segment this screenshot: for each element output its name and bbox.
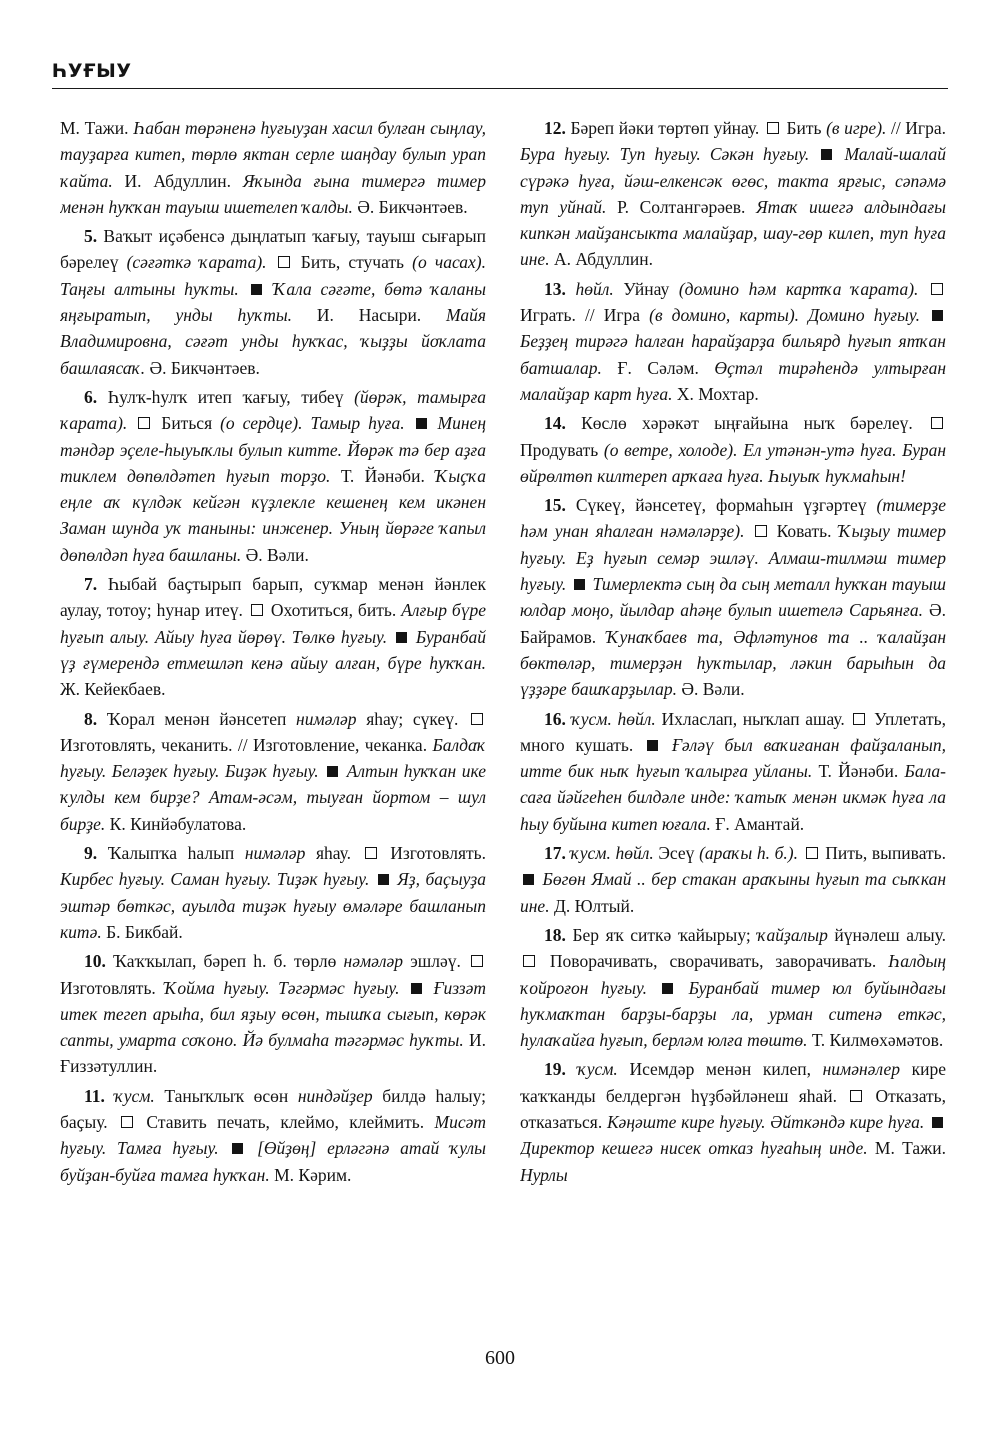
usage-label: һөйл. (575, 278, 614, 299)
sense-18 (520, 922, 946, 1053)
russian-marker-icon (365, 847, 377, 859)
page-header (52, 58, 948, 89)
author: М. Кәрим. (274, 1164, 352, 1185)
russian-marker-icon (278, 256, 290, 268)
example: Беҙҙең тирәгә һалған һарайҙарҙа бильярд һуғып ятҡан батшалар. (520, 331, 946, 378)
citation-marker-icon (647, 740, 658, 751)
gloss: ҡайҙалыр (757, 924, 828, 945)
russian-marker-icon (931, 417, 943, 429)
citation-marker-icon (662, 983, 673, 994)
russian-marker-icon (121, 1116, 133, 1128)
russian-marker-icon (523, 955, 535, 967)
gloss: (в игре). (826, 118, 887, 138)
definition: Һыбай баҫтырып барып, суҡмар менән йәнлек аулау, тотоу; һунар итеү. (60, 574, 486, 621)
definition: Ихласлап, ныҡлап ашау. (661, 708, 845, 729)
author: А. Абдуллин. (553, 249, 654, 270)
gloss: нәмәләр (343, 951, 404, 972)
definition: билдә һалыу; баҫыу. (60, 1085, 486, 1132)
russian-marker-icon (806, 847, 818, 859)
author: Д. Юлтый. (553, 895, 635, 916)
sense-number: 9. (84, 843, 98, 864)
russian-marker-icon (767, 122, 779, 134)
citation-marker-icon (411, 983, 422, 994)
citation-marker-icon (821, 149, 832, 160)
right-column (520, 115, 946, 1335)
definition: яһау. (315, 843, 351, 864)
russian-translation: // Игра. (890, 118, 946, 138)
russian-marker-icon (931, 283, 943, 295)
author: К. Кинйәбулатова. (109, 813, 247, 834)
russian-marker-icon (138, 417, 150, 429)
example: Һалдың ҡойроғон һуғыу. (520, 951, 946, 998)
usage-label: ҡусм. һөйл. (570, 843, 654, 864)
author: Т. Йәнәби. (340, 465, 425, 486)
citation-marker-icon (523, 874, 534, 885)
example: Тамыр һуға. (310, 413, 405, 434)
sense-9 (60, 840, 486, 945)
russian-marker-icon (471, 713, 483, 725)
example: Таңғы алтыны һуҡты. (60, 278, 239, 299)
sense-number: 11. (84, 1085, 105, 1106)
russian-translation: Бить (786, 118, 822, 138)
citation-marker-icon (932, 310, 943, 321)
example: Бура һуғыу. Туп һуғыу. Сәкән һуғыу. (520, 144, 810, 165)
definition: Ҡалыпҡа һалып (107, 843, 235, 864)
russian-translation: Продувать (520, 439, 599, 460)
author: Б. Бикбай. (106, 921, 183, 942)
definition: йүнәлеш алыу. (834, 924, 946, 945)
sense-11 (60, 1083, 486, 1188)
example: Ҡунаҡбаев та, Әфләтунов та .. ҡалайҙан бөктөләр, тимерҙән һуҡтылар, ләкин барыһын да үҙҙәре башҡарҙылар. (520, 626, 946, 700)
russian-translation: Изготовлять, чеканить. // Изготовление, чеканка. (60, 734, 428, 755)
example: Тимерлектә сың да сың металл һуҡҡан тауыш юлдар моңо, йылдар аһәңе булып ишетелә Сарьянға. (520, 574, 946, 621)
definition: Таныҡлыҡ өсөн (164, 1085, 289, 1106)
definition: Уйнау (623, 278, 670, 299)
citation-marker-icon (396, 632, 407, 643)
usage-label: ҡусм. һөйл. (571, 708, 656, 729)
author: М. Тажи. (874, 1138, 946, 1159)
example: Директор кешегә нисек отказ һуғаһың инде. (520, 1138, 868, 1159)
example: Майя Владимировна, сәғәт унды һуҡҡас, ҡыҙҙы йоҡлата башлаясаҡ. (60, 305, 486, 378)
russian-marker-icon (251, 604, 263, 616)
example: Кирбес һуғыу. Саман һуғыу. Тиҙәк һуғыу. (60, 869, 370, 890)
sense-number: 5. (84, 226, 98, 247)
sense-number: 10. (84, 951, 106, 972)
example: Минең тәндәр эҫеле-һыуыҡлы булып китте. Йөрәк тә бер аҙға тиклем дөпөлдәтеп һуғып торҙо. (60, 413, 486, 486)
example: Бала-саға йәйгеһен билдәле инде: ҡатыҡ менән икмәк һуға ла һыу буйына китеп юғала. (520, 761, 946, 834)
example: Буранбай тимер юл буйындағы һуҡмаҡтан барҙы-барҙы ла, урман ситенә еткәс, һулаҡайға һуғып, берләм юлға төштө. (520, 977, 946, 1051)
example: Ғәләү был ваҡиғанан файҙаланып, итте бик ныҡ һуғып ҡалырға уйланы. (520, 734, 946, 782)
definition: Ҡаҡҡылап, бәреп һ. б. төрлө (113, 951, 337, 972)
running-head: ҺУҒЫУ (52, 60, 132, 82)
author: И. Ғиззәтуллин. (60, 1030, 486, 1077)
author: Т. Йәнәби. (818, 761, 899, 782)
sense-13 (520, 276, 946, 407)
example: Нурлы (520, 1164, 568, 1185)
sense-number: 14. (544, 413, 566, 434)
definition: Исемдәр менән килеп, (629, 1059, 811, 1080)
author: Т. Килмөхәмәтов. (811, 1030, 944, 1051)
russian-translation: Биться (161, 413, 213, 434)
sense-number: 7. (84, 574, 98, 595)
gloss: (тимерҙе һәм унан яһалған нәмәләрҙе). (520, 495, 946, 542)
russian-marker-icon (850, 1090, 862, 1102)
russian-translation: Пить, выпивать. (825, 843, 946, 864)
example: Һабан төрәненә һуғыуҙан хасил булған сыңлау, тауҙарға китеп, төрлө яктан серле шаңдау булып урап ҡайта. (60, 118, 486, 191)
entry-continuation (60, 115, 486, 220)
sense-17 (520, 840, 946, 919)
sense-12 (520, 115, 946, 273)
example: Ел утәнән-утә һуға. Буран өйрөлтөп килтереп арҡаға һуға. Һыуыҡ һуҡмаһын! (520, 439, 946, 486)
author: Ә. Бикчәнтәев. (357, 196, 468, 217)
gloss: ниндәйҙер (297, 1085, 373, 1106)
gloss: (о часах). (412, 252, 486, 273)
example: Ҡыҫҡа еңле аҡ күлдәк кейгән күҙлекле кешенең кем икәнен Заман шунда уҡ таныны: инженер. Уның йөрәге ҡапыл дөпөлдәп һуға башланы. (60, 465, 486, 565)
definition: яһау; сүкеү. (366, 708, 459, 729)
gloss: (йөрәк, тамырға ҡарата). (60, 386, 486, 434)
example: Алғыр бүре һуғып алыу. Айыу һуға йөрөү. Төлкө һуғыу. (60, 600, 486, 647)
author: И. Абдуллин. (124, 170, 232, 191)
sense-number: 17. (544, 843, 566, 864)
russian-translation: Ковать. (776, 521, 832, 542)
example: [Өйҙөң] ерләгәнә атай ҡулы буйҙан-буйға тамға һуҡҡан. (60, 1138, 486, 1185)
russian-translation: Ставить печать, клеймо, клеймить. (146, 1111, 425, 1132)
gloss: (сәғәткә ҡарата). (126, 252, 267, 273)
sense-8 (60, 706, 486, 837)
example: Өҫтәл тирәһендә ултырған малайҙар карт һуға. (520, 357, 946, 404)
definition: кире ҡаҡҡанды белдергән һүҙбәйләнеш яһай. (520, 1059, 946, 1106)
citation-marker-icon (378, 874, 389, 885)
russian-translation: Отказать, отказаться. (520, 1085, 946, 1132)
citation-marker-icon (232, 1143, 243, 1154)
usage-label: ҡусм. (114, 1085, 155, 1106)
author: М. Тажи. (60, 118, 129, 138)
example: Буранбай үҙ ғүмерендә етмешләп кенә айыу алған, бүре һуҡҡан. (60, 626, 486, 673)
example: Яҡында ғына тимергә тимер менән һуҡҡан тауыш ишетелеп ҡалды. (60, 170, 486, 217)
gloss: (домино һәм картҡа ҡарата). (678, 278, 919, 299)
left-column (60, 115, 486, 1335)
sense-number: 18. (544, 924, 566, 945)
russian-translation: Поворачивать, сворачивать, заворачивать. (549, 951, 877, 972)
citation-marker-icon (327, 766, 338, 777)
example: Бөгөн Ямай .. бер стакан араҡыны һуғып та сыҡкан ине. (520, 869, 946, 916)
gloss: нимәләр (244, 843, 306, 864)
citation-marker-icon (251, 284, 262, 295)
author: Ә. Байрамов. (520, 600, 946, 647)
sense-6 (60, 384, 486, 568)
russian-marker-icon (853, 713, 865, 725)
sense-16 (520, 706, 946, 837)
author: Ә. Вәли. (245, 544, 309, 565)
definition: Сүкеү, йәнсетеү, формаһын үҙгәртеү (575, 495, 867, 516)
example: Ҡыҙыу тимер һуғыу. Еҙ һуғып семәр эшләү. Алмаш-тилмәш тимер һуғыу. (520, 521, 946, 595)
sense-number: 19. (544, 1059, 566, 1080)
usage-label: ҡусм. (577, 1059, 618, 1080)
russian-translation: Играть. // Игра (520, 305, 641, 326)
russian-translation: Охотиться, бить. (270, 600, 397, 621)
sense-10 (60, 948, 486, 1079)
sense-5 (60, 223, 486, 381)
example: Яҙ, баҫыуҙа эштәр бөткәс, ауылда тиҙәк һуғыу өмәләре башланып китә. (60, 869, 486, 942)
russian-marker-icon (471, 955, 483, 967)
gloss: (араҡы һ. б.). (699, 843, 798, 864)
gloss: (в домино, карты). (649, 305, 800, 326)
sense-14 (520, 410, 946, 489)
gloss: нимәнәлер (822, 1059, 901, 1080)
citation-marker-icon (932, 1117, 943, 1128)
author: Ғ. Сәләм. (617, 357, 699, 378)
sense-7 (60, 571, 486, 702)
gloss: (о ветре, холоде). (603, 439, 738, 460)
sense-number: 6. (84, 386, 98, 407)
author: Ә. Вәли. (681, 679, 745, 700)
citation-marker-icon (416, 418, 427, 429)
citation-marker-icon (574, 579, 585, 590)
example: Ғиззәт итек тегеп арыһа, бил яҙыу өсөн, тышҡа сығып, көрәк сапты, умарта соҡоно. Йә булмаһа тәгәрмәс һуҡты. (60, 977, 486, 1051)
sense-number: 15. (544, 495, 566, 516)
definition: Ваҡыт иҫәбенсә дыңлатып ҡағыу, тауыш сығарып бәрелеү (60, 226, 486, 273)
gloss: (о сердце). (220, 413, 303, 434)
sense-19 (520, 1056, 946, 1187)
page-number: 600 (485, 1347, 515, 1369)
definition: Көслө хәрәкәт ыңғайына ныҡ бәрелеү. (581, 413, 913, 434)
definition: Бер яҡ ситкә ҡайырыу; (572, 924, 751, 945)
definition: Һулҡ-һулҡ итеп ҡағыу, тибеү (107, 386, 344, 407)
sense-number: 13. (544, 278, 566, 299)
russian-translation: Изготовлять. (390, 843, 486, 864)
author: Ә. Бикчәнтәев. (149, 357, 260, 378)
example: Алтын һуҡҡан ике ҡулды кем бирҙе? Атам-әсәм, тыуған йортом – шул бирҙе. (60, 761, 486, 834)
author: Х. Мохтар. (676, 383, 759, 404)
example: Малай-шалай сүрәкә һуға, йәш-елкенсәк өгөс, такта ярғыс, сәпәмә туп уйнай. (520, 144, 946, 217)
example: Мисәт һуғыу. Тамға һуғыу. (60, 1111, 486, 1159)
russian-translation: Бить, стучать (300, 252, 405, 273)
definition: Ҡорал менән йәнсетеп (106, 708, 287, 729)
sense-15 (520, 492, 946, 702)
example: Домино һуғыу. (808, 305, 920, 326)
example: Балдаҡ һуғыу. Беләҙек һуғыу. Биҙәк һуғыу. (60, 734, 486, 782)
russian-marker-icon (755, 525, 767, 537)
example: Ятаҡ ишегә алдындағы кипкән майҙансыкта малайҙар, шау-гөр килеп, туп һуға ине. (520, 196, 946, 270)
sense-number: 12. (544, 118, 566, 138)
author: Ж. Кейекбаев. (60, 679, 166, 700)
russian-translation: Изготовлять. (60, 977, 156, 998)
gloss: нимәләр (296, 708, 357, 729)
sense-number: 16. (544, 708, 566, 729)
russian-translation: Уплетать, много кушать. (520, 708, 946, 755)
definition: Эсеү (658, 843, 695, 864)
author: Р. Солтангәрәев. (617, 196, 746, 217)
example: Кәңәште кире һуғыу. Әйткәндә кире һуға. (606, 1111, 925, 1132)
example: Ҡала сәғәте, бөтә ҡаланы яңғыратып, унды һуҡты. (60, 278, 486, 326)
sense-number: 8. (84, 708, 98, 729)
author: И. Насыри. (316, 305, 422, 326)
definition: Бәреп йәки төртөп уйнау. (570, 118, 760, 138)
definition: эшләү. (410, 951, 461, 972)
example: Ҡойма һуғыу. Тәгәрмәс һуғыу. (164, 977, 400, 998)
author: Ғ. Амантай. (715, 813, 805, 834)
